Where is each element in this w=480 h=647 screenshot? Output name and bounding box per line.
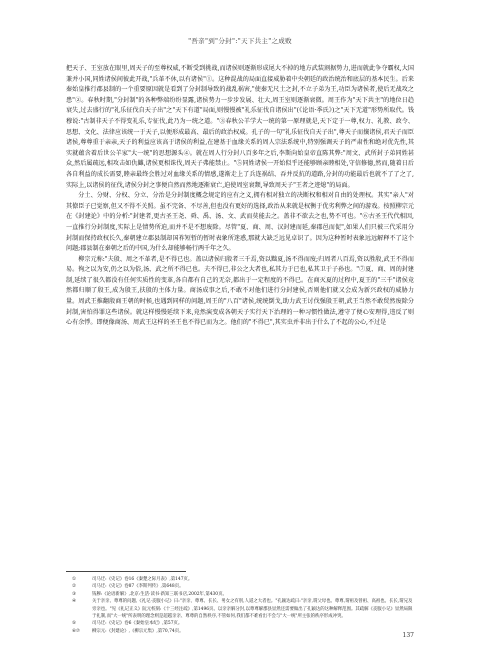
body-text: [66, 64, 414, 329]
footnote: [66, 620, 414, 627]
footnote: [66, 628, 414, 635]
running-header: "吾亲"到"分封":"天下共主"之成败: [188, 37, 292, 45]
footnote: [66, 576, 414, 583]
footnote-divider: [66, 571, 186, 572]
paragraph-3: 柳宗元称:"夫殷、周之不革者,是不得已也。盖以诸侯归殷者三千焉,资以黜夏,汤不得而废;归周者八百焉,资以胜殷,武王不得而易。徇之以为安,仍之以为俗,汤、武之所不得已也。夫不得已,非公之大者也,私其力于已也,私其卫于子孙也。"⑦夏、商、周的封建制,延续了很久都没有任何实质性的变革,各自都有自己的无奈,都出于一定程度的不得已。在商灭夏的过程中,夏王的"三千"诸侯竟然都归顺了殷王,成为殷王,扶殷的主体力量。商汤成事之后,不敢不对他们进行分封建侯,否则他们就又会成为新兴政权的威胁力量。周武王推翻殷商王朝的时候,也遇到同样的问题,周王的"八百"诸侯,统统倒戈,助力武王讨伐强殷王朝,武王当然不敢贸然废除分封制,害怕得罪这些诸侯。就这样慢慢延续下来,竟然演变成各朝天子实行天下治理的一种习惯性做法,遵守了便心安理得,违反了则心有余悸。即便像商汤、周武王这样的圣王也不得已而为之。他们的"不得已",其实虫并非出于什么了不起的公心,不过是: [66, 255, 414, 327]
footnote-text: 司马迁:《史记》卷6《秦始皇本纪》,第57页。: [92, 621, 183, 627]
footnote-text: 柳宗元:《封建论》,《柳宗元集》,第70,74页。: [92, 628, 184, 634]
footnote: [66, 591, 414, 598]
footnote-number: ②: [72, 584, 76, 590]
footnote-number: ⑤: [72, 621, 76, 627]
footnotes: [66, 576, 414, 635]
footnote-text: 关于亲亲、尊尊的问题,《礼记·丧服小记》曰:"亲亲、尊尊、长长、男女之有别,人道之大者也。"孔颖达疏曰:"亲亲,谓父母也。尊尊,谓祖及曾祖、高祖也。长长,谓兄及旁亲也。"见《礼记正义》阮元校刻:《十三经注疏》,第1496页。以亲亲解分封,以尊尊解郡县显然还需要做出了孔颖达的这种解释范围。其疏解《丧服小记》显然局限于礼制,而"大一统"所表明的理念则是超越亲亲、尊尊的自然秩序,不管如何,我们都不难看出不会与"大一统"所主张的秩序形成冲突。: [92, 599, 413, 620]
footnote: [66, 598, 414, 620]
footnote: [66, 583, 414, 590]
paragraph-1: 把天子、王室放在眼里,周天子的至尊权威,不断受到挑战,而诸侯则逐渐形成尾大不掉的地方武装割据势力,进而就此争夺霸权,大国兼并小国,同姓诸侯间彼此开战,"兵革不休,以有诸侯"①。这种混战的局面直接威胁着中央朝廷的政治统治和底层的基本民生。后来秦始皇推行郡县制的一个重要原因就是看到了分封制导致的战乱祸害,"使秦无尺土之封,不立子弟为王,功臣为诸侯者,使后无战攻之患"②。春秋时期,"分封制"的各种弊端纷纷显露,诸侯势力一步步发展、壮大,周王室则逐渐衰微。周王作为"天下共主"的地位日趋衰失,过去盛行的"礼乐征伐自天子出"之"天下有道"局面,则慢慢被"礼乐征伐自诸侯出"(《论语·季氏》)之"天下无道"形势所取代。钱穆说:"古制非天子不得变礼乐,专征伐,此乃为一统之道。"③春秋公羊学大一统的第一原理就是,天下定于一尊,权力、礼教、政令、思想、文化、法律应该统一于天子,以便形成最高、最后的政治权威。孔子的一句"礼乐征伐自天子出",尊天子而攘诸侯,君天子而臣诸侯,尊尊重于亲亲,天子的利益应该高于诸侯的利益,在建基于血缘关系的周人宗法系统中,特别强调天子的严肃性和绝对优先性,其实就蕴含着后世公羊家"大一统"的思想源头④。就在周人行分封八百多年之后,李斯向始皇帝直陈其弊:"周文、武所封子弟同姓甚众,然后属疏远,相攻击如仇雠,诸侯更相诛伐,周天子弗能禁止。"⑤同姓诸侯一开始似乎还能够顾亲睦相处,守信修德,然而,随着日后各自利益的成长需要,睦亲最终会胜过对血缘关系的情感,遂渐走上了兵连祸结、吞并反抗的道路,分封的功能最后也就不了了之了,实际上,以诸侯的征伐,诸侯分封之事便自然而然地逐渐衰亡,迫使周室衰颓,导致周天子"王者之迹熄"的局面。: [66, 65, 414, 189]
paragraph-2: 分土、分财、分权、分立、分治是分封制度概念规定的应有之义,拥有相对独立的决断权和相对自由的处理权。其实"亲人"对其僚臣子已觉察,但又不得不关照。虽不完备、不尽善,但也没有更好的选择,政治从来就是权衡于优劣利弊之间的游戏。按照柳宗元在《封建论》中的分析:"封建者,更古圣王尧、舜、禹、汤、文、武而莫能去之。盖非不欲去之也,势不可也。"⑥古圣王代代相因,一直推行分封制度,实际上是情势所迫,而并不是不想废除。尽管"夏、商、周、汉封建而延,秦郡邑而促",如果人们只被三代采用分封制而保持政权长久,秦朝建立郡县制却国祚短暂的暂时表象所迷惑,那就大缺乏远见卓识了。因为这种暂时表象远远解释不了这个问题;郡县制在秦朝之后的中国,为什么却能够畅行两千年之久。: [66, 192, 414, 253]
footnote-number: ⑥⑦: [72, 628, 80, 634]
footnote-text: 司马迁:《史记》卷16《秦楚之际月表》,第147页。: [92, 577, 193, 582]
footnote-number: ④: [72, 599, 76, 605]
page-number: 137: [402, 632, 414, 639]
footnote-number: ③: [72, 591, 76, 597]
footnote-text: 钱穆:《论语新解》,北京:生活·读书·新知三联书店,2002年,第430页。: [92, 591, 227, 597]
footnote-number: ①: [72, 577, 76, 582]
footnote-text: 司马迁:《史记》卷87《李斯列传》,第648页。: [92, 584, 184, 590]
